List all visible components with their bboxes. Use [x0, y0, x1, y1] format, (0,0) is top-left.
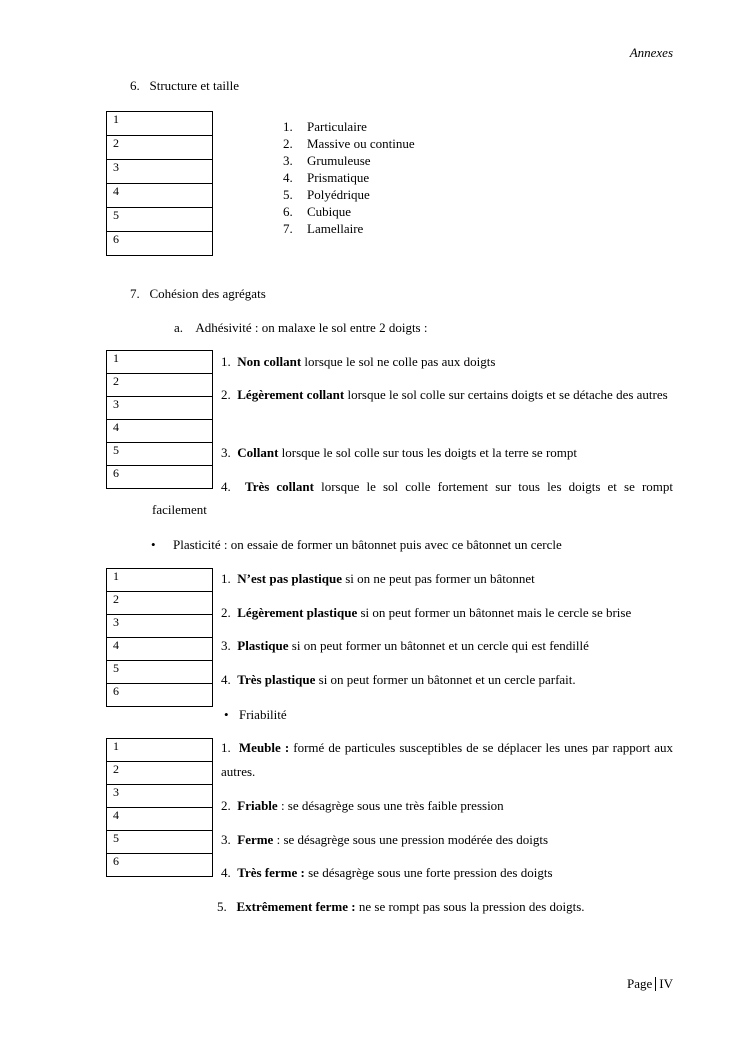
table-row[interactable] [107, 762, 213, 785]
plasticite-table [106, 568, 213, 707]
list-item: 3. Grumuleuse [283, 153, 371, 168]
table-cell[interactable]: 3 [107, 397, 213, 420]
adhesivite-continuation: facilement [152, 502, 207, 517]
section-6-title: Structure et taille [149, 78, 240, 93]
table-row[interactable] [107, 184, 213, 208]
adhesivite-item-2: 2. Légèrement collant lorsque le sol colle sur certains doigts et se détache des autres [221, 387, 668, 402]
table-row[interactable] [107, 443, 213, 466]
table-row[interactable] [107, 160, 213, 184]
table-cell[interactable]: 4 [107, 184, 213, 208]
table-cell[interactable]: 3 [107, 160, 213, 184]
table-row[interactable] [107, 466, 213, 489]
adhesivite-item-4: 4. Très collant lorsque le sol colle fortement sur tous les doigts et se rompt [221, 479, 674, 494]
table-cell[interactable]: 1 [107, 351, 213, 374]
table-cell[interactable]: 2 [107, 592, 213, 615]
table-cell[interactable]: 2 [107, 374, 213, 397]
friabilite-item-3: 3. Ferme : se désagrège sous une pression modérée des doigts [221, 832, 549, 847]
table-row[interactable] [107, 661, 213, 684]
table-cell[interactable]: 1 [107, 569, 213, 592]
friabilite-item-2: 2. Friable : se désagrège sous une très faible pression [221, 798, 504, 813]
section-7-title: Cohésion des agrégats [149, 286, 266, 301]
table-cell[interactable]: 6 [107, 232, 213, 256]
table-cell[interactable]: 4 [107, 420, 213, 443]
table-cell[interactable]: 5 [107, 831, 213, 854]
plasticite-heading [151, 537, 562, 553]
plasticite-item-2: 2. Légèrement plastique si on peut former un bâtonnet mais le cercle se brise [221, 605, 632, 620]
adhesivite-table [106, 350, 213, 489]
friabilite-table [106, 738, 213, 877]
adhesivite-title: Adhésivité : on malaxe le sol entre 2 doigts : [195, 320, 428, 335]
table-cell[interactable]: 3 [107, 785, 213, 808]
table-row[interactable] [107, 831, 213, 854]
bullet-icon: • [151, 537, 156, 552]
plasticite-item-1: 1. N’est pas plastique si on ne peut pas former un bâtonnet [221, 571, 535, 586]
table-row[interactable] [107, 592, 213, 615]
table-cell[interactable]: 2 [107, 762, 213, 785]
table-cell[interactable]: 1 [107, 739, 213, 762]
table-row[interactable] [107, 739, 213, 762]
section-6-number: 6. [130, 78, 140, 93]
table-row[interactable] [107, 785, 213, 808]
table-row[interactable] [107, 808, 213, 831]
page-header: Annexes [629, 45, 673, 60]
table-cell[interactable]: 6 [107, 684, 213, 707]
table-cell[interactable]: 6 [107, 854, 213, 877]
section-7-number: 7. [130, 286, 140, 301]
list-item: 4. Prismatique [283, 170, 370, 185]
list-item: 6. Cubique [283, 204, 352, 219]
table-row[interactable] [107, 638, 213, 661]
table-cell[interactable]: 3 [107, 615, 213, 638]
adhesivite-item-1: 1. Non collant lorsque le sol ne colle pas aux doigts [221, 354, 496, 369]
table-row[interactable] [107, 208, 213, 232]
adhesivite-marker: a. [174, 320, 184, 335]
friabilite-item-4: 4. Très ferme : se désagrège sous une forte pression des doigts [221, 865, 553, 880]
table-row[interactable] [107, 136, 213, 160]
table-row[interactable] [107, 420, 213, 443]
footer-separator [655, 977, 656, 991]
list-item: 7. Lamellaire [283, 221, 364, 236]
table-cell[interactable]: 4 [107, 808, 213, 831]
table-cell[interactable]: 2 [107, 136, 213, 160]
plasticite-item-3: 3. Plastique si on peut former un bâtonnet et un cercle qui est fendillé [221, 638, 589, 653]
table-row[interactable] [107, 112, 213, 136]
adhesivite-item-3: 3. Collant lorsque le sol colle sur tous les doigts et la terre se rompt [221, 445, 577, 460]
table-cell[interactable]: 5 [107, 661, 213, 684]
page-number: IV [659, 976, 673, 991]
list-item: 1. Particulaire [283, 119, 367, 134]
table-cell[interactable]: 5 [107, 443, 213, 466]
footer-label: Page [627, 976, 653, 991]
table-row[interactable] [107, 615, 213, 638]
structure-options-list [283, 118, 415, 237]
friabilite-title: Friabilité [239, 707, 287, 722]
table-row[interactable] [107, 854, 213, 877]
plasticite-title: Plasticité : on essaie de former un bâtonnet puis avec ce bâtonnet un cercle [173, 537, 562, 552]
adhesivite-heading [174, 320, 427, 336]
table-row[interactable] [107, 569, 213, 592]
table-cell[interactable]: 4 [107, 638, 213, 661]
table-row[interactable] [107, 351, 213, 374]
friabilite-heading [224, 707, 287, 723]
table-cell[interactable]: 1 [107, 112, 213, 136]
section-7-heading [130, 286, 266, 302]
friabilite-item-5: 5. Extrêmement ferme : ne se rompt pas sous la pression des doigts. [217, 899, 585, 914]
list-item: 2. Massive ou continue [283, 136, 415, 151]
page-footer [627, 976, 673, 992]
table-row[interactable] [107, 374, 213, 397]
list-item: 5. Polyédrique [283, 187, 370, 202]
table-row[interactable] [107, 397, 213, 420]
table-row[interactable] [107, 232, 213, 256]
table-row[interactable] [107, 684, 213, 707]
bullet-icon: • [224, 707, 229, 722]
plasticite-item-4: 4. Très plastique si on peut former un bâtonnet et un cercle parfait. [221, 672, 576, 687]
table-cell[interactable]: 5 [107, 208, 213, 232]
friabilite-item-1: 1. Meuble : formé de particules susceptibles de se déplacer les unes par rapport aux autres. [221, 740, 674, 779]
table-cell[interactable]: 6 [107, 466, 213, 489]
structure-table [106, 111, 213, 256]
section-6-heading [130, 78, 239, 94]
